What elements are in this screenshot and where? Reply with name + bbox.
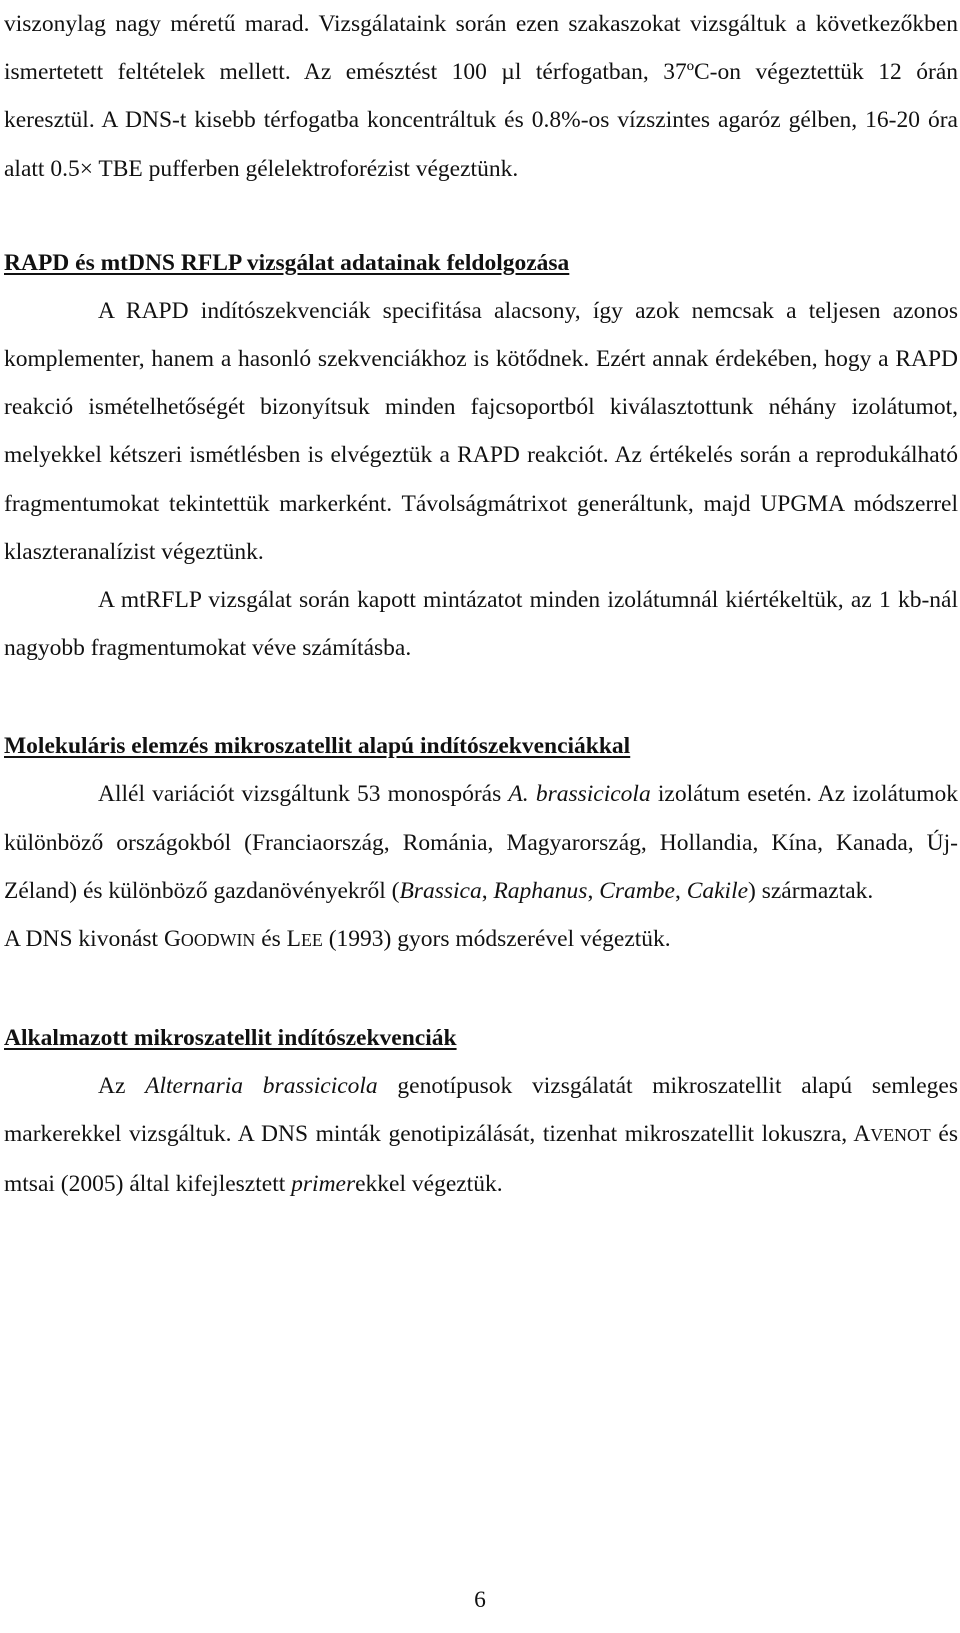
paragraph-continuation: viszonylag nagy méretű marad. Vizsgálataink során ezen szakaszokat vizsgáltuk a következőkben ismertetett feltételek mellett. Az emésztést 100 µl térfogatban, 37ºC-on végeztettük 12 órán keresztül. A DNS-t kisebb térfogatba koncentráltuk és 0.8%-os vízszintes agaróz gélben, 16-20 óra alatt 0.5× TBE pufferben gélelektroforézist végeztünk. (4, 11, 958, 182)
italic-host-crambe: Crambe (599, 877, 675, 904)
text-run (529, 781, 536, 807)
small-caps-author-lee: EE (301, 930, 323, 951)
italic-host-raphanus: Raphanus (493, 877, 588, 904)
text-run: Az (98, 1073, 146, 1100)
text-run: ekkel végeztük. (355, 1170, 503, 1197)
paragraph-rapd-specificity: A RAPD indítószekvenciák specifitása alacsony, így azok nemcsak a teljesen azonos komplementer, hanem a hasonló szekvenciákhoz is kötődnek. Ezért annak érdekében, hogy a RAPD reakció ismételhetőségét bizonyítsuk minden fajcsoportból kiválasztottunk néhány izolátumot, melyekkel kétszeri ismétlésben is elvégeztük a RAPD reakciót. Az értékelés során a reprodukálható fragmentumokat tekintettük markerként. Távolságmátrixot generáltunk, majd UPGMA módszerrel klaszteranalízist végeztünk. (4, 297, 958, 565)
small-caps-author-avenot: VENOT (870, 1125, 931, 1146)
text-run: Allél variációt vizsgáltunk 53 monospórás (98, 781, 509, 808)
page-number: 6 (474, 1587, 486, 1613)
paragraph-mtrflp: A mtRFLP vizsgálat során kapott mintázatot minden izolátumnál kiértékeltük, az 1 kb-nál nagyobb fragmentumokat véve számításba. (4, 587, 958, 662)
text-run: ) származtak. (748, 877, 874, 904)
document-body (4, 0, 958, 1208)
section-heading-applied-primers: Alkalmazott mikroszatellit indítószekvenciák (4, 1025, 457, 1052)
text-run: genotípusok vizsgálatát mikroszatellit alapú semleges markerekkel vizsgáltuk. A DNS minták genotipizálását, tizenhat mikroszatellit lokuszra, A (4, 1073, 958, 1148)
text-run: (1993) gyors módszerével végeztük. (322, 926, 671, 953)
paragraph-allele-variation (4, 770, 958, 915)
text-run: , (587, 877, 600, 904)
text-run: A DNS kivonást G (4, 926, 181, 953)
text-run: és L (255, 926, 302, 953)
small-caps-author-goodwin: OODWIN (180, 930, 256, 951)
paragraph-genotyping (4, 1062, 958, 1208)
italic-primer: primer (291, 1170, 356, 1197)
text-run: izolátum esetén. Az izolátumok különböző országokból (Franciaország, Románia, Magyarország, Hollandia, Kína, Kanada, Új-Zéland) és különböző gazdanövényekről ( (4, 781, 959, 904)
text-run: , (674, 877, 687, 904)
italic-host-brassica: Brassica (399, 877, 482, 904)
text-run: , (481, 877, 494, 904)
italic-host-cakile: Cakile (686, 877, 749, 904)
italic-genus: A. (508, 781, 529, 808)
paragraph-dna-extraction (4, 915, 958, 964)
section-heading-microsatellite-analysis: Molekuláris elemzés mikroszatellit alapú indítószekvenciákkal (4, 733, 631, 760)
section-heading-rapd-mtdns: RAPD és mtDNS RFLP vizsgálat adatainak feldolgozása (4, 249, 570, 276)
text-run: és mtsai (2005) által kifejlesztett (4, 1121, 958, 1197)
italic-species-name: Alternaria brassicicola (145, 1073, 378, 1100)
italic-species: brassicicola (535, 781, 651, 808)
